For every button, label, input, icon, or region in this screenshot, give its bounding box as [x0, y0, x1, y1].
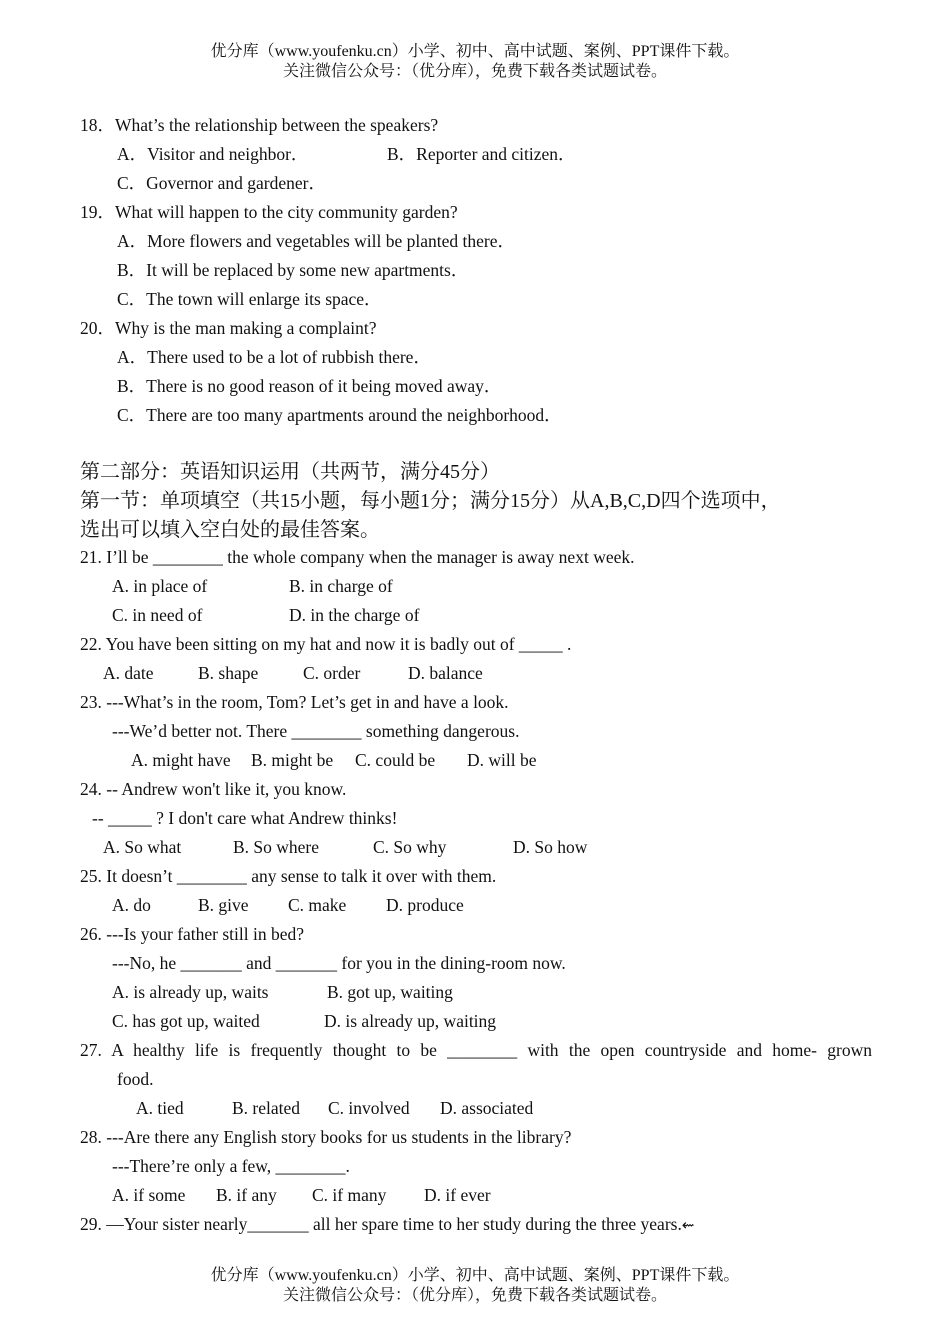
question-25-option-b: B. give [198, 895, 249, 915]
question-25-stem: 25. It doesn’t ________ any sense to talk it over with them. [80, 866, 497, 886]
question-23-stem: 23. ---What’s in the room, Tom? Let’s get in and have a look. [80, 692, 509, 712]
part-2-title: 第二部分：英语知识运用（共两节，满分45分） [80, 461, 500, 483]
question-24-option-b: B. So where [233, 837, 320, 857]
question-22-option-c: C. order [303, 663, 361, 683]
squiggle-arrow-icon: ⇜ [681, 1216, 695, 1234]
question-23-option-c: C. could be [355, 750, 436, 770]
question-23-option-a: A. might have [131, 750, 231, 770]
question-19-stem: 19．What will happen to the city community garden? [80, 202, 458, 222]
question-24-option-c: C. So why [373, 837, 447, 857]
question-28-line-2: ---There’re only a few, ________. [112, 1156, 350, 1176]
question-23-option-d: D. will be [467, 750, 537, 770]
question-25-option-a: A. do [112, 895, 151, 915]
question-25-option-d: D. produce [386, 895, 464, 915]
question-25-options [80, 894, 872, 923]
question-24-stem: 24. -- Andrew won't like it, you know. [80, 779, 347, 799]
question-28-stem: 28. ---Are there any English story books for us students in the library? [80, 1127, 572, 1147]
question-26-options-ab [80, 981, 872, 1010]
page-header [0, 42, 950, 82]
question-26-option-a: A. is already up, waits [112, 982, 269, 1002]
question-26-options-cd [80, 1010, 872, 1039]
question-26-option-b: B. got up, waiting [327, 982, 453, 1002]
question-26-stem: 26. ---Is your father still in bed? [80, 924, 305, 944]
question-24-options [80, 836, 872, 865]
question-21-option-a: A. in place of [112, 576, 208, 596]
question-24-line-2: -- _____ ? I don't care what Andrew thinks! [92, 808, 398, 828]
question-27-options [80, 1097, 872, 1126]
question-28-options [80, 1184, 872, 1213]
question-21-option-b: B. in charge of [289, 576, 393, 596]
question-29-line [80, 1213, 872, 1242]
question-25-option-c: C. make [288, 895, 347, 915]
header-line-2: 关注微信公众号：（优分库），免费下载各类试题试卷。 [282, 63, 667, 80]
footer-line-2: 关注微信公众号：（优分库），免费下载各类试题试卷。 [282, 1287, 667, 1304]
question-27-option-a: A. tied [136, 1098, 184, 1118]
question-20-option-c: C．There are too many apartments around the neighborhood． [117, 405, 562, 425]
question-26-line-2: ---No, he _______ and _______ for you in the dining-room now. [112, 953, 566, 973]
question-24-option-d: D. So how [513, 837, 588, 857]
question-19-option-b: B．It will be replaced by some new apartments． [117, 260, 469, 280]
question-27-option-c: C. involved [328, 1098, 410, 1118]
question-20-option-b: B．There is no good reason of it being moved away． [117, 376, 502, 396]
question-28-option-d: D. if ever [424, 1185, 491, 1205]
question-29-stem: 29. —Your sister nearly_______ all her spare time to her study during the three years. [80, 1214, 682, 1234]
question-27-stem: 27. A healthy life is frequently thought to be ________ with the open countryside and home- grown [80, 1040, 872, 1060]
question-21-stem: 21. I’ll be ________ the whole company when the manager is away next week. [80, 547, 635, 567]
question-20-option-a: A．There used to be a lot of rubbish there． [117, 347, 431, 367]
question-28-option-b: B. if any [216, 1185, 277, 1205]
question-22-options [80, 662, 872, 691]
question-26-option-d: D. is already up, waiting [324, 1011, 497, 1031]
section-1-instruction-line-2: 选出可以填入空白处的最佳答案。 [80, 519, 380, 541]
question-18-option-b: B．Reporter and citizen． [387, 144, 576, 164]
question-18-stem: 18．What’s the relationship between the speakers? [80, 115, 439, 135]
page-footer [0, 1266, 950, 1306]
question-23-option-b: B. might be [251, 750, 334, 770]
question-28-option-c: C. if many [312, 1185, 387, 1205]
question-21-option-d: D. in the charge of [289, 605, 420, 625]
question-18-option-a: A．Visitor and neighbor． [117, 144, 309, 164]
question-21-option-c: C. in need of [112, 605, 203, 625]
question-24-option-a: A. So what [103, 837, 182, 857]
question-23-options [80, 749, 872, 778]
question-27-option-d: D. associated [440, 1098, 534, 1118]
question-23-line-2: ---We’d better not. There ________ something dangerous. [112, 721, 520, 741]
header-line-1: 优分库（www.youfenku.cn）小学、初中、高中试题、案例、PPT课件下载。 [210, 43, 740, 60]
question-22-stem: 22. You have been sitting on my hat and now it is badly out of _____ . [80, 634, 572, 654]
question-26-option-c: C. has got up, waited [112, 1011, 260, 1031]
question-18-options-ab [80, 143, 872, 172]
footer-line-1: 优分库（www.youfenku.cn）小学、初中、高中试题、案例、PPT课件下载。 [210, 1267, 740, 1284]
question-22-option-b: B. shape [198, 663, 259, 683]
section-spacer [80, 433, 872, 459]
question-22-option-a: A. date [103, 663, 154, 683]
question-27-stem-continued: food. [117, 1069, 154, 1089]
question-28-option-a: A. if some [112, 1185, 186, 1205]
question-22-option-d: D. balance [408, 663, 483, 683]
question-20-stem: 20．Why is the man making a complaint? [80, 318, 377, 338]
question-27-option-b: B. related [232, 1098, 301, 1118]
section-1-instruction-line-1: 第一节：单项填空（共15小题，每小题1分；满分15分）从A,B,C,D四个选项中， [80, 490, 781, 512]
question-21-options-cd [80, 604, 872, 633]
question-21-options-ab [80, 575, 872, 604]
question-18-option-c: C．Governor and gardener． [117, 173, 326, 193]
question-19-option-a: A．More flowers and vegetables will be planted there． [117, 231, 515, 251]
question-19-option-c: C．The town will enlarge its space． [117, 289, 382, 309]
exam-content [80, 114, 872, 1242]
